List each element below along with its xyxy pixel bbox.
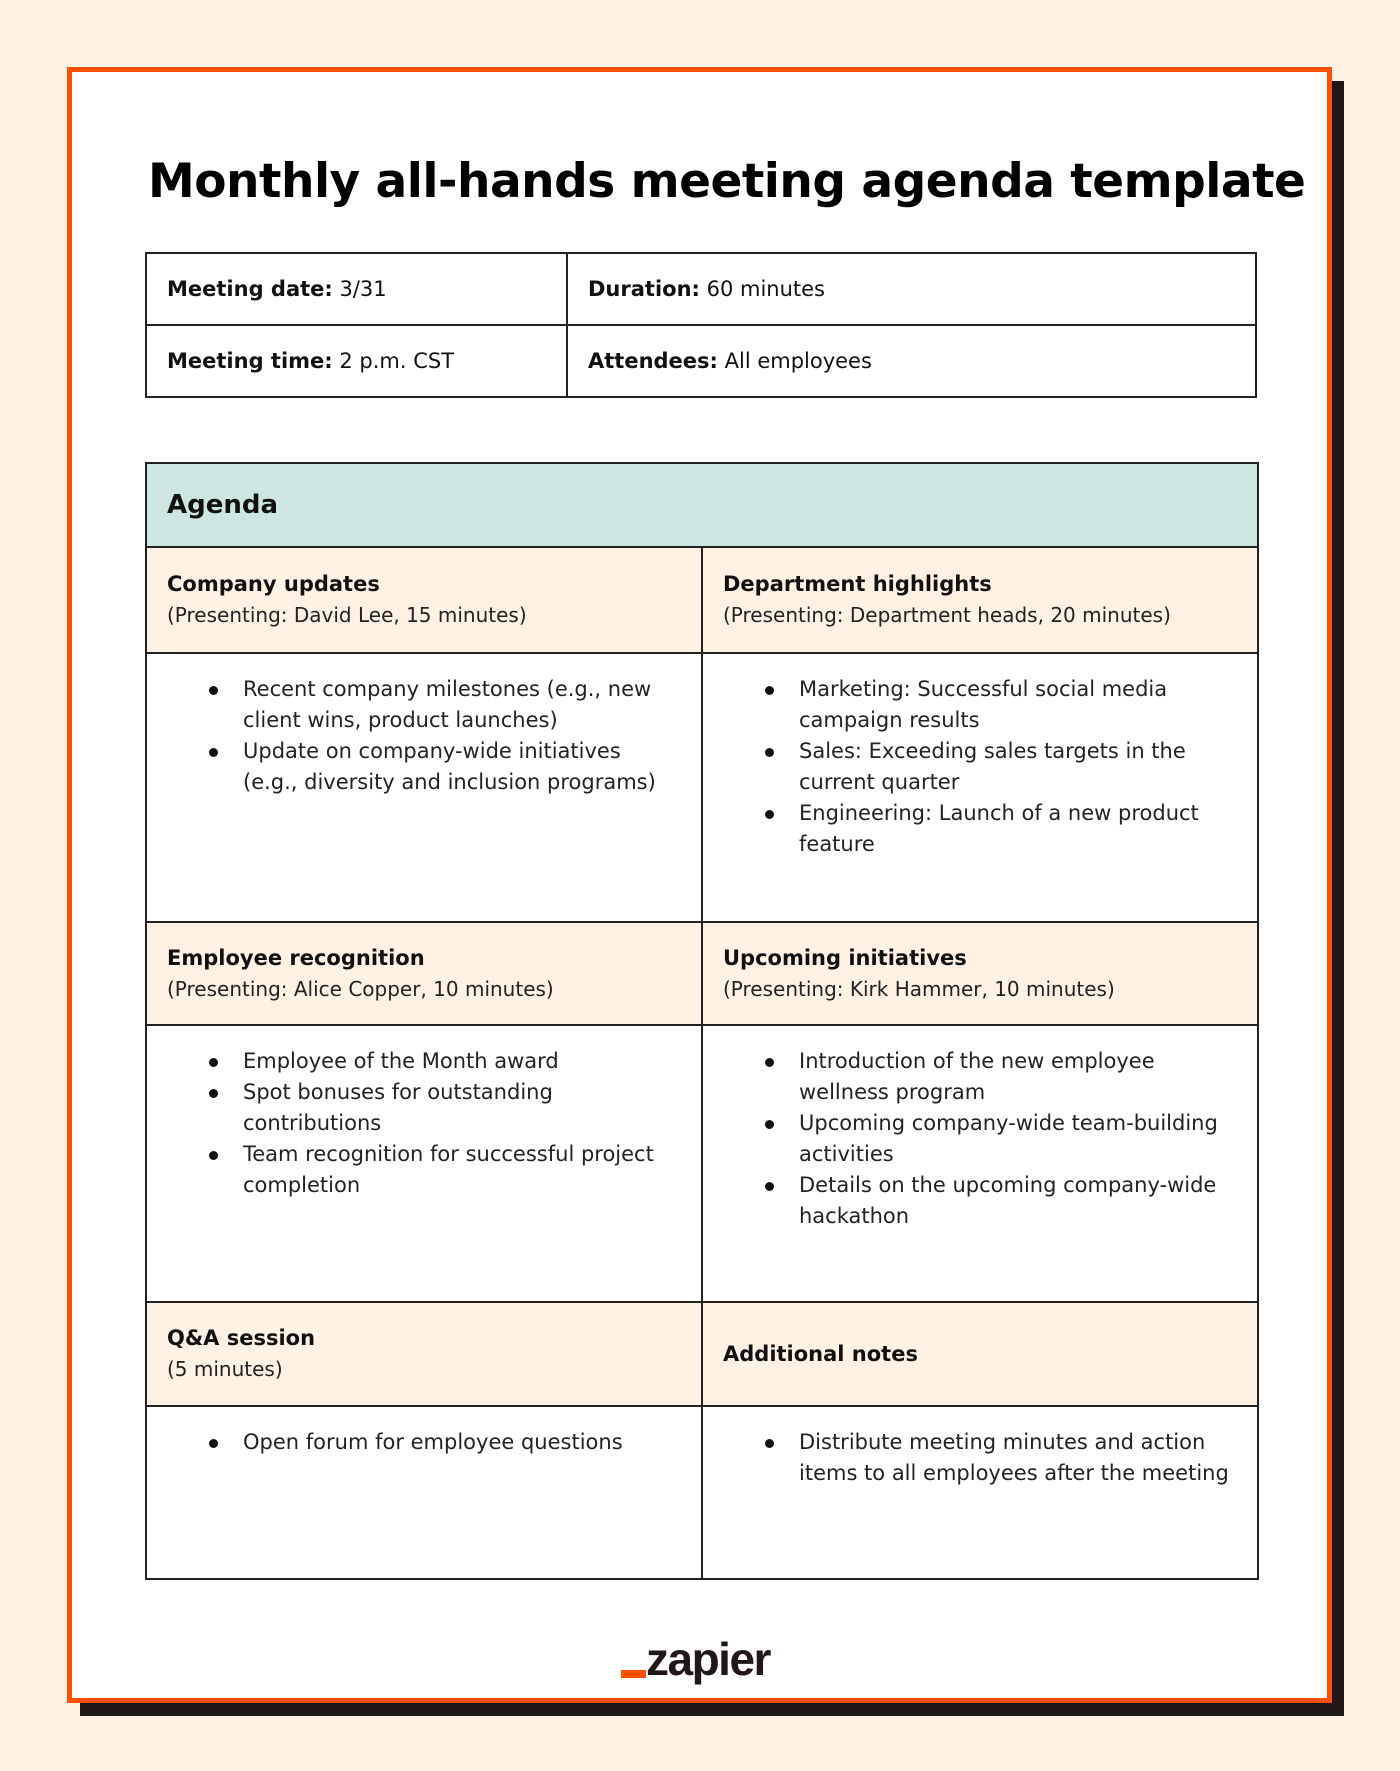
bullet-icon (209, 686, 218, 695)
list-item: Spot bonuses for outstanding contributions (243, 1077, 681, 1139)
info-label: Meeting date: (167, 277, 333, 301)
list-item: Distribute meeting minutes and action items to all employees after the meeting (799, 1427, 1237, 1489)
meeting-date-cell (146, 253, 567, 325)
section-title: Employee recognition (167, 945, 425, 970)
logo-underscore-icon (621, 1670, 646, 1678)
logo-wordmark: zapier (646, 1633, 770, 1685)
section-subtitle: (5 minutes) (167, 1357, 283, 1381)
info-value: 3/31 (332, 277, 387, 301)
info-value: 60 minutes (699, 277, 825, 301)
zapier-logo (621, 1632, 770, 1685)
bullet-icon (209, 748, 218, 757)
section-body-row (146, 653, 1258, 922)
attendees-cell (567, 325, 1256, 397)
section-subtitle: (Presenting: Alice Copper, 10 minutes) (167, 976, 554, 1001)
section-header-company-updates (146, 547, 702, 653)
section-title: Q&A session (167, 1326, 316, 1350)
info-value: All employees (717, 349, 872, 373)
section-body-company-updates (146, 653, 702, 922)
section-header-employee-recognition (146, 922, 702, 1025)
bullet-icon (765, 1058, 774, 1067)
bullet-list (703, 674, 1237, 860)
bullet-list (147, 1427, 681, 1458)
agenda-heading: Agenda (146, 463, 1258, 547)
section-header-row (146, 547, 1258, 653)
list-item: Open forum for employee questions (243, 1427, 681, 1458)
list-item: Marketing: Successful social media campaign results (799, 674, 1237, 736)
section-body-row (146, 1025, 1258, 1302)
agenda-table (145, 462, 1259, 1580)
bullet-icon (765, 686, 774, 695)
list-item: Update on company-wide initiatives (e.g., diversity and inclusion programs) (243, 736, 681, 798)
section-body-employee-recognition (146, 1025, 702, 1302)
section-body-upcoming-initiatives (702, 1025, 1258, 1302)
list-item: Details on the upcoming company-wide hackathon (799, 1170, 1237, 1232)
bullet-list (703, 1427, 1237, 1489)
section-subtitle: (Presenting: Kirk Hammer, 10 minutes) (723, 976, 1115, 1001)
section-header-department-highlights (702, 547, 1258, 653)
duration-cell (567, 253, 1256, 325)
bullet-list (147, 1046, 681, 1201)
bullet-icon (209, 1089, 218, 1098)
page-title: Monthly all-hands meeting agenda template (148, 154, 1306, 209)
section-header-row (146, 1302, 1258, 1406)
info-label: Duration: (588, 277, 700, 301)
info-row (146, 253, 1256, 325)
list-item: Sales: Exceeding sales targets in the current quarter (799, 736, 1237, 798)
list-item: Recent company milestones (e.g., new client wins, product launches) (243, 674, 681, 736)
list-item: Introduction of the new employee wellness program (799, 1046, 1237, 1108)
bullet-icon (209, 1058, 218, 1067)
list-item: Upcoming company-wide team-building activities (799, 1108, 1237, 1170)
meeting-info-table (145, 252, 1257, 398)
bullet-list (147, 674, 681, 798)
bullet-icon (765, 1182, 774, 1191)
section-header-row (146, 922, 1258, 1025)
section-title: Company updates (167, 572, 380, 596)
section-title: Additional notes (723, 1341, 918, 1366)
info-label: Meeting time: (167, 349, 333, 373)
agenda-card (67, 67, 1332, 1703)
section-subtitle: (Presenting: David Lee, 15 minutes) (167, 603, 527, 627)
section-title: Department highlights (723, 572, 992, 596)
section-title: Upcoming initiatives (723, 945, 967, 970)
section-header-upcoming-initiatives (702, 922, 1258, 1025)
section-body-qa-session (146, 1406, 702, 1579)
info-row (146, 325, 1256, 397)
bullet-icon (209, 1439, 218, 1448)
meeting-time-cell (146, 325, 567, 397)
info-value: 2 p.m. CST (332, 349, 455, 373)
bullet-list (703, 1046, 1237, 1232)
bullet-icon (765, 1120, 774, 1129)
section-subtitle: (Presenting: Department heads, 20 minutes) (723, 603, 1171, 627)
info-label: Attendees: (588, 349, 718, 373)
bullet-icon (765, 748, 774, 757)
list-item: Employee of the Month award (243, 1046, 681, 1077)
bullet-icon (209, 1151, 218, 1160)
section-body-department-highlights (702, 653, 1258, 922)
section-body-row (146, 1406, 1258, 1579)
section-body-additional-notes (702, 1406, 1258, 1579)
bullet-icon (765, 1439, 774, 1448)
list-item: Team recognition for successful project completion (243, 1139, 681, 1201)
section-header-qa-session (146, 1302, 702, 1406)
section-header-additional-notes (702, 1302, 1258, 1406)
bullet-icon (765, 810, 774, 819)
list-item: Engineering: Launch of a new product feature (799, 798, 1237, 860)
